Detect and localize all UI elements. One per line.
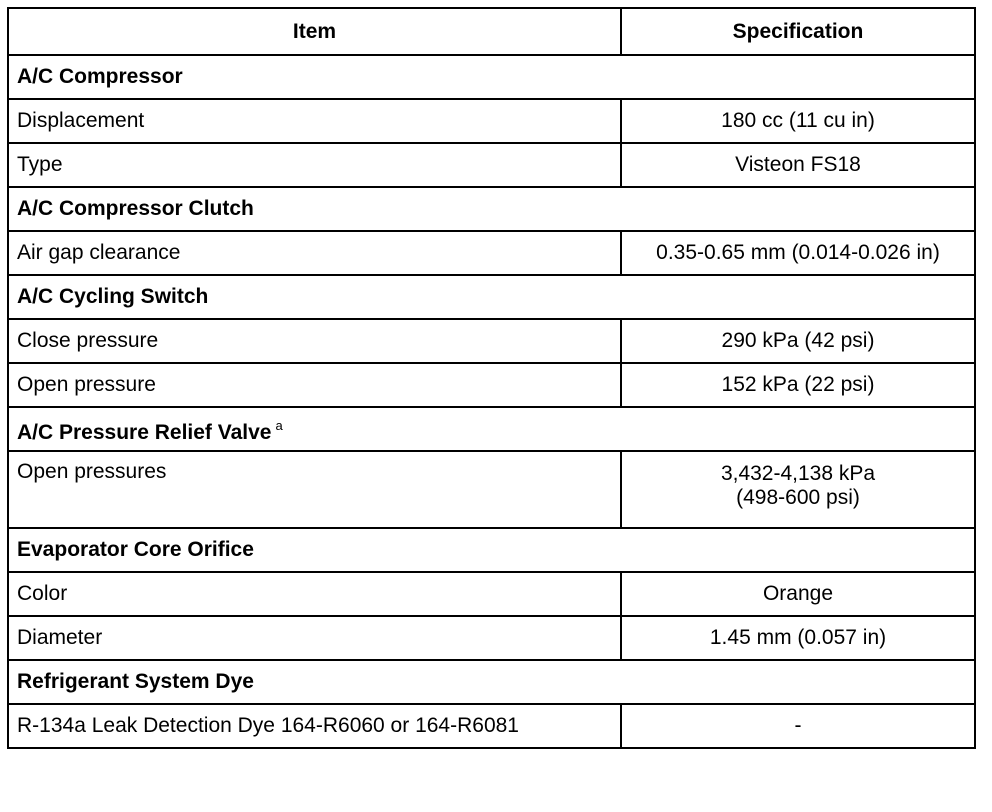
item-cell: R-134a Leak Detection Dye 164-R6060 or 164-R6081 <box>8 704 621 748</box>
item-cell: Open pressures <box>8 451 621 528</box>
spec-cell: 0.35-0.65 mm (0.014-0.026 in) <box>621 231 975 275</box>
table-row <box>8 616 975 660</box>
section-title-cell <box>8 407 975 451</box>
table-row <box>8 319 975 363</box>
item-cell: Diameter <box>8 616 621 660</box>
column-header-item: Item <box>8 8 621 55</box>
item-cell: Type <box>8 143 621 187</box>
table-row <box>8 363 975 407</box>
item-cell: Displacement <box>8 99 621 143</box>
table-row <box>8 451 975 528</box>
table-row <box>8 99 975 143</box>
section-title: Evaporator Core Orifice <box>8 528 975 572</box>
specification-table <box>7 7 976 749</box>
item-cell: Air gap clearance <box>8 231 621 275</box>
section-row-relief-valve <box>8 407 975 451</box>
footnote-marker: a <box>275 417 283 433</box>
item-cell: Open pressure <box>8 363 621 407</box>
table-row <box>8 143 975 187</box>
spec-cell: Orange <box>621 572 975 616</box>
item-cell: Color <box>8 572 621 616</box>
section-title: A/C Compressor Clutch <box>8 187 975 231</box>
spec-line: 3,432-4,138 kPa <box>720 462 876 485</box>
section-title: A/C Cycling Switch <box>8 275 975 319</box>
spec-cell: 290 kPa (42 psi) <box>621 319 975 363</box>
spec-cell: - <box>621 704 975 748</box>
section-title: Refrigerant System Dye <box>8 660 975 704</box>
spec-cell: Visteon FS18 <box>621 143 975 187</box>
section-row-clutch <box>8 187 975 231</box>
section-row-cycling-switch <box>8 275 975 319</box>
spec-cell: 152 kPa (22 psi) <box>621 363 975 407</box>
spec-cell: 1.45 mm (0.057 in) <box>621 616 975 660</box>
table-header-row <box>8 8 975 55</box>
item-cell: Close pressure <box>8 319 621 363</box>
spec-cell: 180 cc (11 cu in) <box>621 99 975 143</box>
section-title: A/C Pressure Relief Valve <box>17 420 272 444</box>
table-row <box>8 572 975 616</box>
table-row <box>8 704 975 748</box>
section-title: A/C Compressor <box>8 55 975 99</box>
section-row-compressor <box>8 55 975 99</box>
spec-cell <box>621 451 975 528</box>
column-header-specification: Specification <box>621 8 975 55</box>
section-row-orifice <box>8 528 975 572</box>
table-row <box>8 231 975 275</box>
section-row-dye <box>8 660 975 704</box>
spec-line: (498-600 psi) <box>736 486 860 509</box>
